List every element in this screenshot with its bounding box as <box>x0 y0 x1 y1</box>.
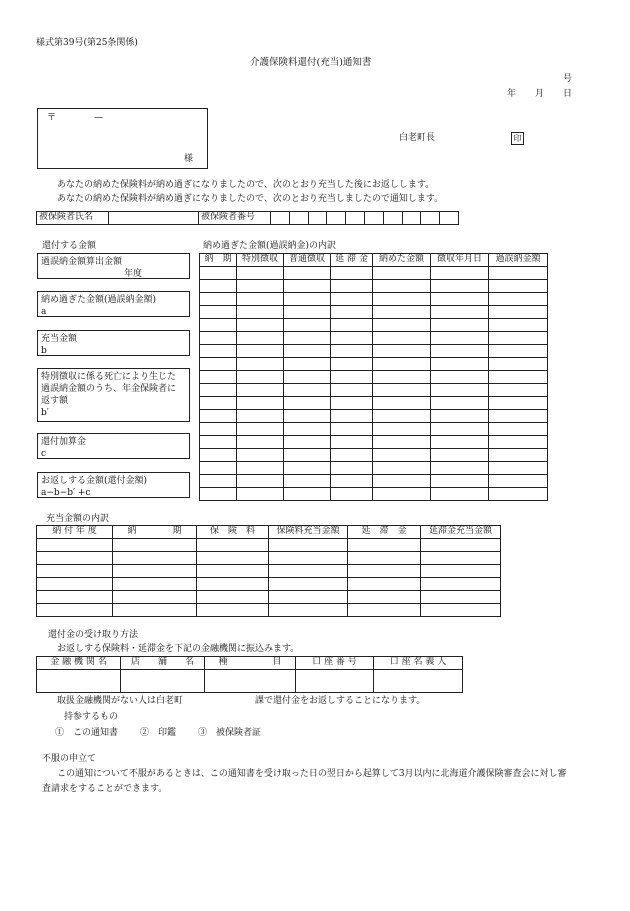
date-day: 日 <box>563 89 573 99</box>
objection-line-2: 査請求をすることができます。 <box>42 784 168 794</box>
bank-table <box>36 656 463 693</box>
breakdown-table <box>199 253 548 501</box>
bring-item-1: ① この通知書 <box>55 728 119 738</box>
address-box <box>37 108 208 169</box>
postal-mark: 〒 <box>47 113 57 123</box>
breakdown-row <box>200 267 548 280</box>
appropriation-body <box>37 539 501 617</box>
breakdown-row <box>200 488 548 501</box>
appropriation-row <box>37 565 501 578</box>
no-bank-note-left: 取扱金融機関がない人は白老町 <box>57 696 184 706</box>
objection-heading: 不服の申立て <box>42 754 97 764</box>
appropriation-row <box>37 591 501 604</box>
breakdown-row <box>200 397 548 410</box>
breakdown-row <box>200 462 548 475</box>
insured-name-value <box>109 212 199 225</box>
breakdown-row <box>200 371 548 384</box>
form-number: 様式第39号(第25条関係) <box>36 38 138 48</box>
issuer: 白老町長 <box>399 133 436 143</box>
refund-total-box: お返しする金額(還付金額) a−b−b′ +c <box>37 472 190 498</box>
breakdown-row <box>200 384 548 397</box>
refund-addition-box: 還付加算金 c <box>37 433 190 459</box>
refund-heading: 還付する金額 <box>42 241 97 251</box>
bank-value-row <box>37 670 463 693</box>
appropriation-row <box>37 604 501 617</box>
breakdown-row <box>200 345 548 358</box>
document-title: 介護保険料還付(充当)通知書 <box>250 57 372 68</box>
seal-mark: 印 <box>511 132 524 145</box>
postal-dash: — <box>94 113 103 123</box>
appropriation-heading: 充当金額の内訳 <box>46 514 110 524</box>
intro-line-1: あなたの納めた保険料が納め過ぎになりましたので、次のとおり充当した後にお返しします。 <box>57 180 435 190</box>
date-month: 月 <box>535 89 545 99</box>
breakdown-body <box>200 267 548 501</box>
no-bank-note-right: 課で還付金をお返しすることになります。 <box>255 696 426 706</box>
insured-no-label: 被保険者番号 <box>199 212 271 225</box>
breakdown-row <box>200 475 548 488</box>
breakdown-row <box>200 449 548 462</box>
breakdown-row <box>200 332 548 345</box>
breakdown-row <box>200 358 548 371</box>
appropriation-header-row: 納 付 年 度 納 期 保 険 料 保険料充当金額 延 滞 金 延滞金充当金額 <box>37 526 501 539</box>
breakdown-heading: 納め過ぎた金額(過誤納金)の内訳 <box>203 241 337 251</box>
refund-calc-year-box: 過誤納金額算出金額 年度 <box>37 253 190 279</box>
breakdown-row <box>200 410 548 423</box>
bank-header-row: 金 融 機 関 名 店 舗 名 種 目 口 座 番 号 口 座 名 義 人 <box>37 657 463 670</box>
intro-line-2: あなたの納めた保険料が納め過ぎになりましたので、次のとおり充当しましたので通知します。 <box>57 194 444 204</box>
receipt-heading: 還付金の受け取り方法 <box>48 630 139 640</box>
breakdown-row <box>200 293 548 306</box>
breakdown-row <box>200 423 548 436</box>
breakdown-header-row: 納 期 特別徴収 普通徴収 延 滞 金 納めた金額 徴収年月日 過誤納金額 <box>200 254 548 267</box>
appropriation-row <box>37 552 501 565</box>
breakdown-row <box>200 306 548 319</box>
number-label: 号 <box>563 74 573 84</box>
overpaid-amount-box: 納め過ぎた金額(過誤納金額) a <box>37 291 190 317</box>
bring-item-3: ③ 被保険者証 <box>198 728 262 738</box>
date-year: 年 <box>507 89 517 99</box>
insured-info-table <box>36 211 459 225</box>
appropriation-table <box>36 525 501 617</box>
special-collection-return-box: 特別徴収に係る死亡により生じた 過誤納金額のうち、年金保険者に 返す額 b′ <box>37 368 190 422</box>
bring-heading: 持参するもの <box>64 712 119 722</box>
receipt-line: お返しする保険料・延滞金を下記の金融機関に振込みます。 <box>57 644 300 654</box>
breakdown-row <box>200 280 548 293</box>
appropriation-amount-box: 充当金額 b <box>37 330 190 356</box>
appropriation-row <box>37 539 501 552</box>
honorific: 様 <box>184 154 194 164</box>
bring-item-2: ② 印鑑 <box>140 728 177 738</box>
objection-line-1: この通知について不服があるときは、この通知書を受け取った日の翌日から起算して3月以内に北海道介護保険審査会に対し審 <box>57 769 567 779</box>
appropriation-row <box>37 578 501 591</box>
insured-name-label: 被保険者氏名 <box>37 212 109 225</box>
breakdown-row <box>200 436 548 449</box>
breakdown-row <box>200 319 548 332</box>
